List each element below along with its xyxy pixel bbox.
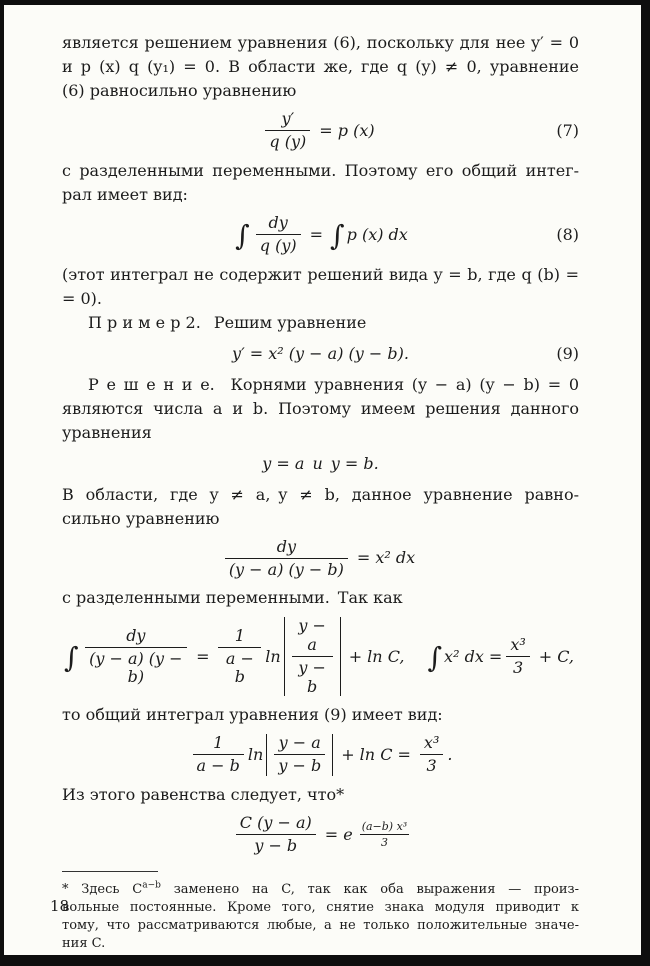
text-line: с разделенными переменными. Так как: [62, 588, 403, 608]
text-line: и p (x) q (y₁) = 0. В области же, где q (y) ≠ 0, уравнение: [62, 57, 579, 76]
book-page: [4, 5, 641, 955]
fraction-numerator: x³: [510, 634, 526, 654]
equation-tag: (9): [556, 343, 579, 363]
fraction-denominator: q (y): [256, 234, 301, 255]
text-line: рал имеет вид:: [62, 184, 188, 204]
fraction: [506, 636, 529, 678]
integral-sign: ∫: [330, 218, 345, 252]
integral-sign: ∫: [235, 218, 250, 252]
text-line: П р и м е р 2. Решим уравнение: [88, 312, 367, 332]
equation-separated: [62, 538, 579, 580]
footnote-line: ния C.: [62, 936, 106, 952]
fraction-numerator: dy: [268, 212, 288, 232]
fraction-numerator: 1: [234, 625, 245, 645]
fraction: [218, 627, 261, 687]
text-line: Из этого равенства следует, что*: [62, 784, 345, 804]
fraction-denominator: (y − a) (y − b): [225, 558, 348, 579]
fraction: [292, 617, 333, 696]
paragraph: [62, 586, 579, 610]
text-line: являются числа a и b. Поэтому имеем решения данного: [62, 398, 579, 418]
equation-result: [62, 814, 579, 856]
fraction-numerator: dy: [276, 536, 296, 556]
math-text: y = a и y = b.: [262, 453, 379, 473]
fraction-numerator: y − a: [298, 616, 326, 654]
math-text: ln: [247, 744, 264, 764]
paragraph-solution: [62, 373, 579, 445]
paragraph: [62, 783, 579, 807]
text-line: = 0).: [62, 288, 102, 308]
equation-7: [62, 110, 579, 152]
equation-tag: (8): [556, 224, 579, 244]
text-line: (этот интеграл не содержит решений вида y = b, где q (b) =: [62, 264, 579, 284]
math-text: p (x) dx: [346, 224, 408, 244]
paragraph: [62, 159, 579, 207]
math-text: = x² dx: [356, 548, 416, 568]
fraction-denominator: 3: [506, 656, 529, 677]
equation-solutions: [62, 452, 579, 476]
math-text: y′ = x² (y − a) (y − b).: [232, 343, 409, 363]
math-text: =: [309, 224, 324, 244]
math-text: ln: [265, 646, 281, 666]
absolute-value-bars: [284, 617, 341, 696]
text-line: является решением уравнения (6), поскольку для нее y′ = 0: [62, 33, 579, 52]
math-text: .: [447, 744, 453, 764]
text-line: сильно уравнению: [62, 508, 220, 528]
math-text: + C,: [538, 646, 575, 666]
equation-8: [62, 214, 579, 256]
paragraph-example: [62, 311, 579, 335]
fraction-denominator: (y − a) (y − b): [85, 647, 187, 687]
fraction: [193, 734, 244, 776]
paragraph: [62, 31, 579, 103]
footnote-line: тому, что рассматриваются любые, а не только положительные значе-: [62, 918, 579, 934]
fraction-numerator: y′: [281, 109, 295, 128]
fraction-denominator: 3: [360, 834, 410, 849]
footnote-text: * Здесь C: [62, 882, 143, 898]
text-line: с разделенными переменными. Поэтому его общий интег-: [62, 160, 579, 180]
fraction-denominator: y − b: [292, 656, 333, 696]
page-content: [4, 5, 641, 953]
fraction-numerator: 1: [213, 732, 224, 752]
text-line: то общий интеграл уравнения (9) имеет вид:: [62, 704, 443, 724]
integral-sign: ∫: [427, 640, 443, 674]
paragraph: [62, 263, 579, 311]
footnote-line: [62, 881, 579, 899]
fraction-numerator: x³: [423, 732, 440, 752]
text-line: В области, где y ≠ a, y ≠ b, данное уравнение равно-: [62, 484, 579, 504]
fraction-denominator: a − b: [193, 754, 244, 775]
fraction-numerator: y − a: [278, 732, 321, 752]
math-text: =: [196, 646, 210, 666]
equation-integrals: [62, 617, 579, 696]
fraction-denominator: q (y): [265, 130, 310, 151]
fraction: [274, 734, 325, 776]
math-text: + ln C =: [341, 744, 411, 764]
math-text: + ln C,: [348, 646, 405, 666]
page-number: 18: [50, 897, 70, 915]
math-text: = e: [324, 824, 353, 844]
fraction-denominator: a − b: [218, 647, 261, 687]
math-text: = p (x): [319, 120, 375, 140]
fraction: [85, 627, 187, 687]
footnote-line: вольные постоянные. Кроме того, снятие знака модуля приводит к: [62, 900, 579, 916]
equation-9: [62, 342, 579, 366]
fraction-denominator: y − b: [274, 754, 325, 775]
fraction-numerator: dy: [126, 625, 146, 645]
fraction: [236, 814, 316, 856]
fraction: [265, 110, 310, 152]
text-line: (6) равносильно уравнению: [62, 81, 297, 100]
superscript: a−b: [142, 881, 161, 892]
fraction: [256, 214, 301, 256]
fraction: [420, 734, 443, 776]
fraction-denominator: 3: [420, 754, 443, 775]
equation-tag: (7): [556, 120, 579, 140]
paragraph: [62, 703, 579, 727]
fraction-denominator: y − b: [236, 834, 316, 855]
text-line: Р е ш е н и е. Корнями уравнения (y − a) (y − b) = 0: [88, 374, 579, 394]
exponent-fraction: [360, 820, 410, 849]
text-line: уравнения: [62, 422, 152, 442]
absolute-value-bars: [266, 734, 333, 776]
fraction-numerator: (a−b) x³: [361, 819, 408, 833]
equation-general-integral: [62, 734, 579, 776]
footnote: [62, 881, 579, 953]
fraction-numerator: C (y − a): [239, 812, 312, 832]
footnote-rule: [62, 871, 158, 872]
paragraph: [62, 483, 579, 531]
footnote-text: заменено на C, так как оба выражения — произ-: [160, 882, 579, 898]
integral-sign: ∫: [64, 640, 79, 674]
fraction: [225, 538, 348, 580]
math-text: x² dx =: [444, 646, 503, 666]
